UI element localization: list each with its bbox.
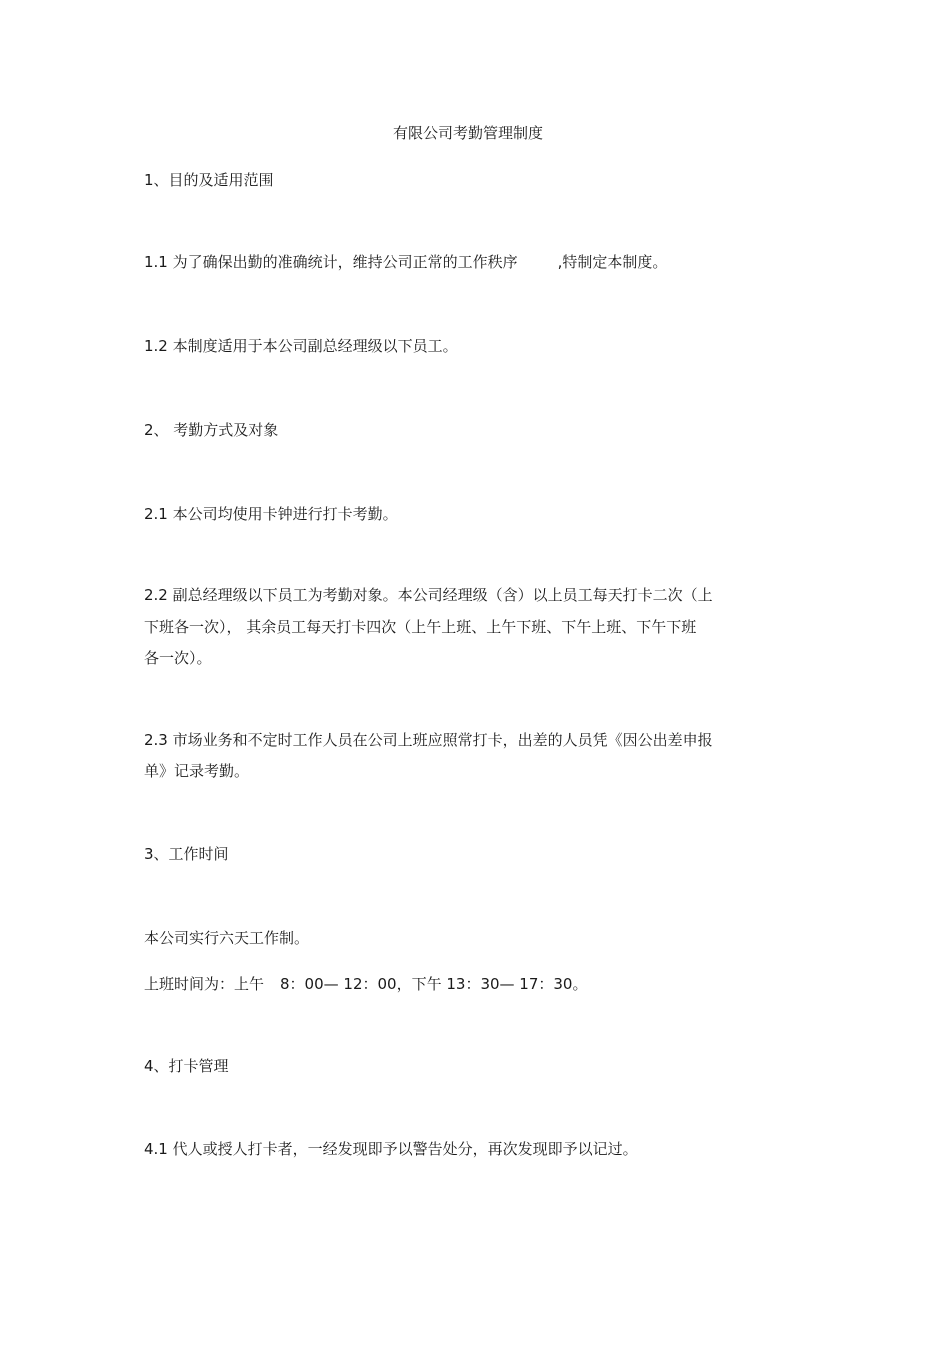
- work-hours-value: 8：00— 12：00，下午 13：30— 17：30。: [280, 975, 588, 993]
- clause-2-2-line-2: 下班各一次）， 其余员工每天打卡四次（上午上班、上午下班、下午上班、下午下班: [144, 618, 697, 636]
- clause-2-3-line-1: 2.3 市场业务和不定时工作人员在公司上班应照常打卡，出差的人员凭《因公出差申报: [144, 731, 713, 749]
- clause-2-2-line-3: 各一次）。: [144, 649, 212, 667]
- clause-1-1: [144, 252, 667, 272]
- clause-2-2-line-1: 2.2 副总经理级以下员工为考勤对象。本公司经理级（含）以上员工每天打卡二次（上: [144, 586, 713, 604]
- work-hours-label: 上班时间为：上午: [144, 975, 265, 993]
- clause-4-1: 4.1 代人或授人打卡者，一经发现即予以警告处分，再次发现即予以记过。: [144, 1140, 638, 1158]
- clause-1-2: 1.2 本制度适用于本公司副总经理级以下员工。: [144, 337, 458, 355]
- section-2-heading: 2、 考勤方式及对象: [144, 421, 279, 439]
- clause-1-1-part-b: ,特制定本制度。: [557, 253, 668, 271]
- work-system-text: 本公司实行六天工作制。: [144, 929, 310, 947]
- clause-2-3-line-2: 单》记录考勤。: [144, 762, 250, 780]
- clause-2-1: 2.1 本公司均使用卡钟进行打卡考勤。: [144, 505, 398, 523]
- section-3-heading: 3、工作时间: [144, 845, 229, 863]
- work-hours-text: [144, 974, 587, 994]
- section-1-heading: 1、目的及适用范围: [144, 171, 274, 189]
- clause-1-1-part-a: 1.1 为了确保出勤的准确统计，维持公司正常的工作秩序: [144, 253, 518, 271]
- section-4-heading: 4、打卡管理: [144, 1057, 229, 1075]
- document-title: 有限公司考勤管理制度: [392, 124, 543, 142]
